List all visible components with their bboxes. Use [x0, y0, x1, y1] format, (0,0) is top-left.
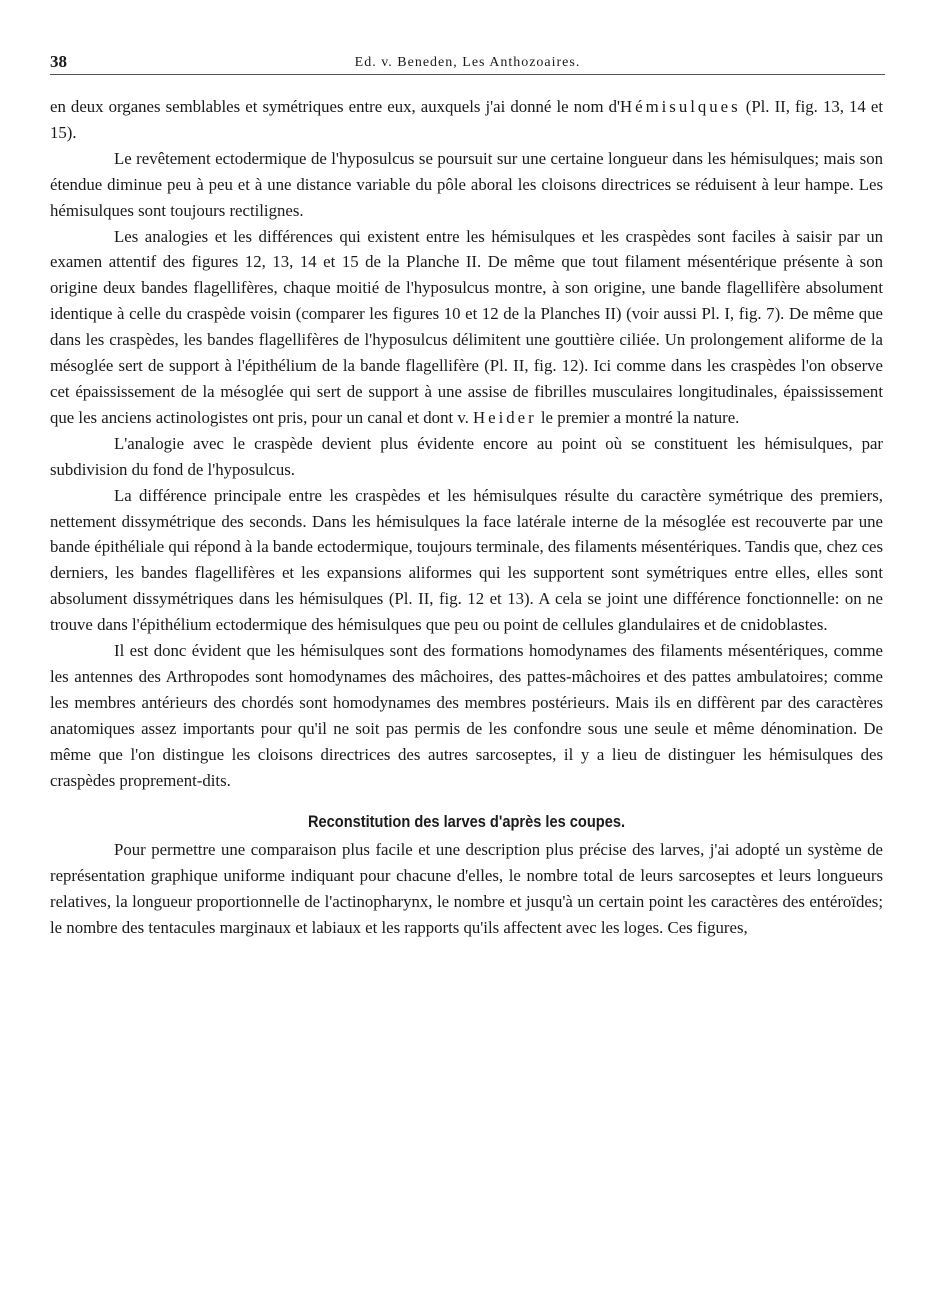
text-segment: L'analogie avec le craspède devient plus évidente encore au point où se constituent les hémisulques, par subdivision du fond de l'hyposulcus.	[50, 433, 883, 479]
paragraph	[50, 94, 883, 146]
text-segment: La différence principale entre les craspèdes et les hémisulques résulte du caractère symétrique des premiers, nettement dissymétrique des seconds. Dans les hémisulques la face latérale interne de la mésoglée est recouverte par une bande épithéliale qui répond à la bande ectodermique, toujours terminale, des filaments mésentériques. Tandis que, chez ces derniers, les bandes flagellifères et les expansions aliformes qui les supportent sont symétriques entre elles, elles sont absolument dissymétriques dans les hémisulques (Pl. II, fig. 12 et 13). A cela se joint une différence fonctionnelle: on ne trouve dans l'épithélium ectodermique des hémisulques que peu ou point de cellules glandulaires et de cnidoblastes.	[50, 485, 883, 635]
text-segment: en deux organes semblables et symétriques entre eux, auxquels j'ai donné le nom d'	[50, 97, 620, 116]
running-title: Ed. v. Beneden, Les Anthozoaires.	[354, 55, 581, 70]
paragraph	[50, 146, 883, 224]
text-segment: Pour permettre une comparaison plus facile et une description plus précise des larves, j'ai adopté un système de représentation graphique uniforme indiquant pour chacune d'elles, le nombre total de leurs sarcoseptes et leurs longueurs relatives, la longueur proportionnelle de l'actinopharynx, le nombre et jusqu'à un certain point les caractères des entéroïdes; le nombre des tentacules marginaux et labiaux et les rapports qu'ils affectent avec les loges. Ces figures,	[50, 840, 883, 938]
paragraph	[50, 224, 883, 431]
paragraph	[50, 638, 883, 793]
spaced-name-text: Hémisulques	[620, 97, 741, 116]
text-segment: le premier a montré la nature.	[536, 407, 740, 427]
paragraph	[50, 837, 883, 941]
body-text	[50, 94, 883, 941]
section-paragraph-group	[50, 837, 883, 941]
paragraph	[50, 483, 883, 638]
text-segment: Les analogies et les différences qui existent entre les hémisulques et les craspèdes sont faciles à saisir par un examen attentif des figures 12, 13, 14 et 15 de la Planche II. De même que tout filament mésentérique présente à son origine deux bandes flagellifères, chaque moitié de l'hyposulcus montre, à son origine, une bande flagellifère absolument identique à celle du craspède voisin (comparer les figures 10 et 12 de la Planches II) (voir aussi Pl. I, fig. 7). De même que dans les craspèdes, les bandes flagellifères de l'hyposulcus délimitent une gouttière ciliée. Un prolongement aliforme de la mésoglée sert de support à l'épithélium de la bande flagellifère (Pl. II, fig. 12). Ici comme dans les craspèdes l'on observe cet épaississement de la mésoglée qui sert de support à une assise de fibrilles musculaires longitudinales, épaississement que les anciens actinologistes ont pris, pour un canal et dont v.	[50, 226, 883, 427]
text-segment: (Pl. II, fig. 13, 14 et 15).	[50, 97, 884, 142]
paragraph	[50, 431, 883, 483]
section-heading: Reconstitution des larves d'après les coupes.	[307, 812, 626, 832]
running-head	[50, 52, 885, 75]
paragraph-group	[50, 94, 883, 793]
page-number: 38	[50, 52, 67, 71]
text-segment: Il est donc évident que les hémisulques sont des formations homodynames des filaments mésentériques, comme les antennes des Arthropodes sont homodynames des mâchoires, des pattes-mâchoires et des pattes ambulatoires; comme les membres antérieurs des chordés sont homodynames des membres postérieurs. Mais ils en diffèrent par des caractères anatomiques assez importants pour qu'il ne soit pas permis de les confondre sous une seule et même dénomination. De même que l'on distingue les cloisons directrices des autres sarcoseptes, il y a lieu de distinguer les hémisulques des craspèdes proprement-dits.	[50, 641, 883, 790]
spaced-name-text: Heider	[473, 407, 537, 427]
text-segment: Le revêtement ectodermique de l'hyposulcus se poursuit sur une certaine longueur dans les hémisulques; mais son étendue diminue peu à peu et à une distance variable du pôle aboral les cloisons directrices se réduisent à leur hampe. Les hémisulques sont toujours rectilignes.	[50, 148, 883, 220]
